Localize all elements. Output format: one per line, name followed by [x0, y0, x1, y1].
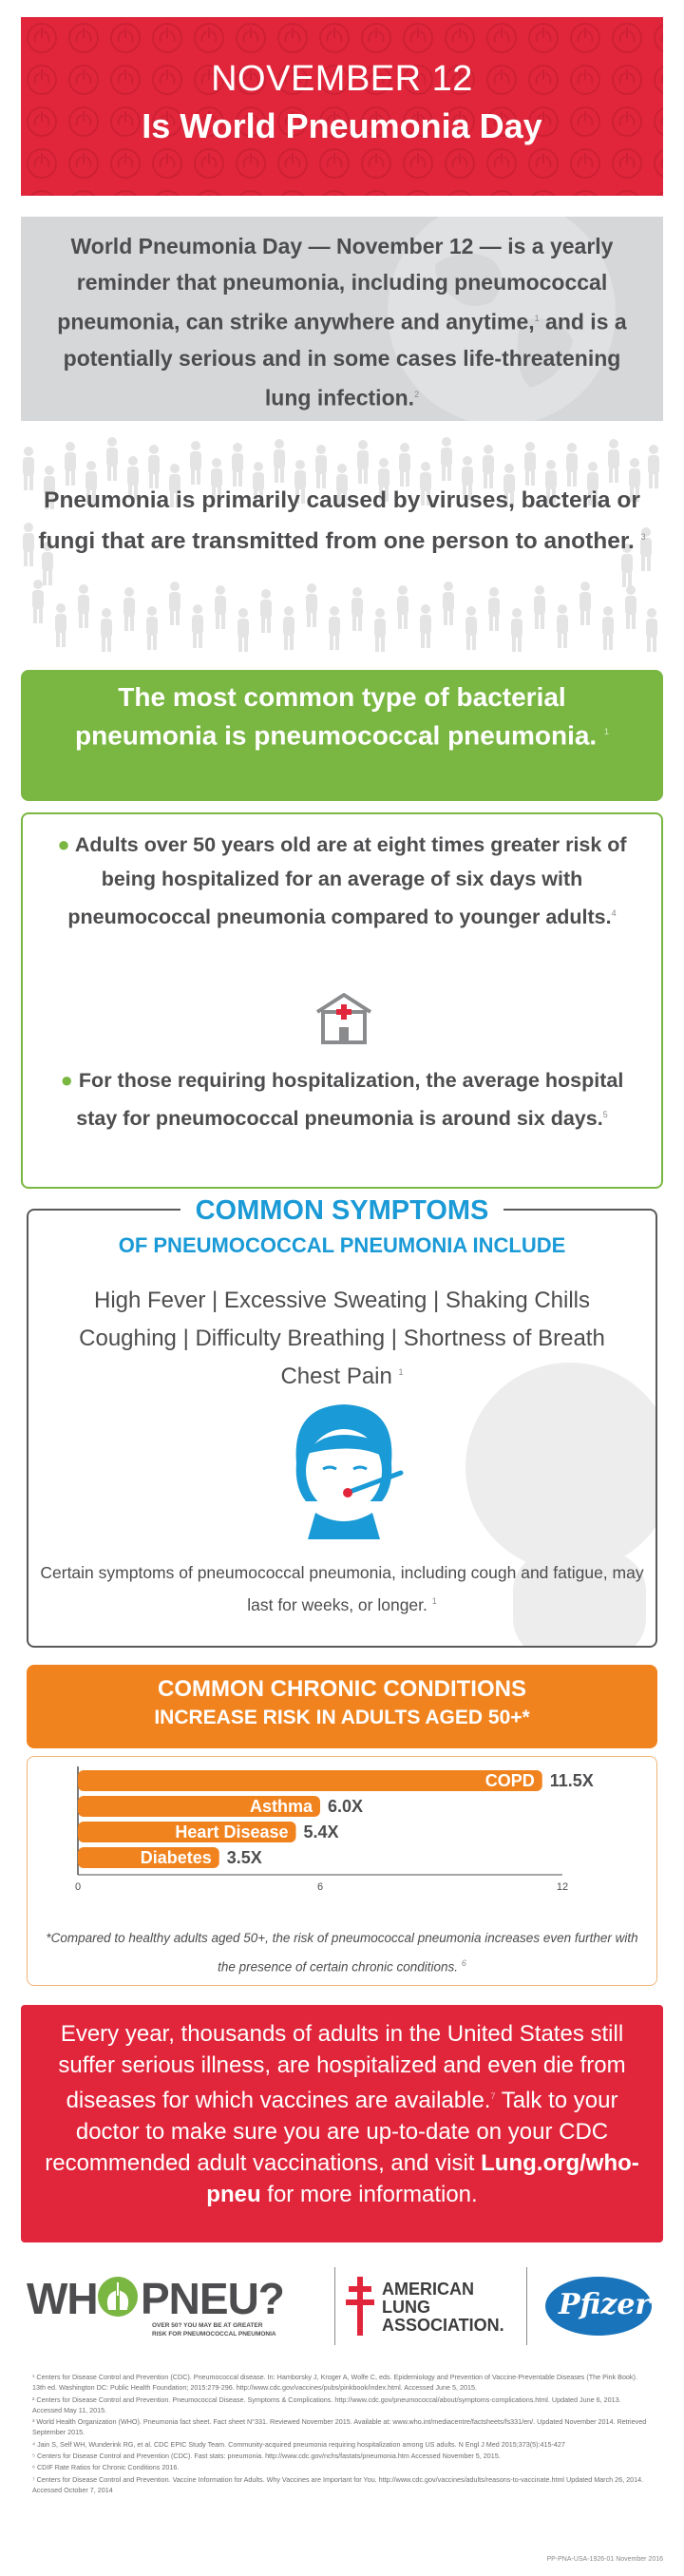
cause-text: Pneumonia is primarily caused by viruses, bacteria or fungi that are transmitted from one person to another. $^3$	[38, 487, 646, 555]
pfizer-logo: Pfizer	[545, 2277, 652, 2336]
symptoms-heading: COMMON SYMPTOMS	[180, 1195, 504, 1227]
header-title: Is World Pneumonia Day	[142, 106, 542, 145]
whopneu-logo: WH PNEU? OVER 50? YOU MAY BE AT GREATER RISK FOR PNEUMOCOCCAL PNEUMONIA	[27, 2274, 284, 2337]
bar-value-label: 5.4X	[303, 1822, 339, 1841]
who-pneu-link[interactable]: Lung.org/who-pneu	[206, 2150, 639, 2207]
bar-value-label: 6.0X	[328, 1797, 364, 1816]
reference-item: ⁷ Centers for Disease Control and Prevention. Vaccine Information for Adults. Why Vaccines are Important for You. http://www.cdc.gov/vaccines/adults/reasons-to-vaccinate.html Updated March 26, 2014. Accessed October 7, 2014	[32, 2474, 644, 2494]
chronic-conditions-bar-chart	[57, 1763, 627, 1905]
bar-value-label: 3.5X	[226, 1848, 262, 1867]
call-to-action-panel	[21, 2005, 663, 2242]
fact-adults-over-50: ● Adults over 50 years old are at eight times greater risk of being hospitalized for an average of six days with pneumococcal pneumonia compared to younger adults.$^4$	[57, 832, 627, 929]
facts-panel	[21, 812, 663, 1189]
symptoms-subheading: OF PNEUMOCOCCAL PNEUMONIA INCLUDE	[118, 1233, 566, 1257]
bar-category-label: Asthma	[249, 1797, 313, 1816]
x-tick-label: 0	[74, 1881, 82, 1893]
intro-panel	[21, 217, 663, 421]
chronic-note: *Compared to healthy adults aged 50+, the risk of pneumococcal pneumonia increases even further with the presence of certain chronic conditions. $^6$	[46, 1931, 638, 1975]
reference-item: ⁴ Jain S, Self WH, Wunderink RG, et al. CDC EPIC Study Team. Community-acquired pneumonia requiring hospitalization among US adults. N Engl J Med 2015;373(5):415-427	[32, 2439, 565, 2449]
reference-item: ³ World Health Organization (WHO). Pneumonia fact sheet. Fact sheet N°331. Reviewed November 2015. Available at: www.who.int/mediacentre/factsheets/fs331/en/. Updated November 2014. Retrieved September 2015.	[32, 2417, 647, 2437]
common-type-banner	[21, 670, 663, 801]
reference-item: ¹ Centers for Disease Control and Prevention (CDC). Pneumococcal disease. In: Hamborsky J, Kroger A, Wolfe C, eds. Epidemiology and Prevention of Vaccine-Preventable Diseases (The Pink Book). 13th ed. Washington DC: Public Health Foundation; 2015:279-296. http://www.cdc.gov/vaccines/pubs/pinkbook/index.html. Accessed June 5, 2015.	[32, 2373, 637, 2393]
reference-item: ⁵ Centers for Disease Control and Prevention (CDC). Fast stats: pneumonia. http://www.cdc.gov/nchs/fastats/pneumonia.htm Accessed November 5, 2015.	[32, 2452, 501, 2461]
crowd-panel	[21, 437, 663, 660]
reference-item: ⁶ CDIF Rate Ratios for Chronic Conditions 2016.	[32, 2463, 180, 2472]
header-banner	[21, 17, 663, 196]
reference-item: ² Centers for Disease Control and Prevention. Pneumococcal Disease. Symptoms & Complications. http://www.cdc.gov/pneumococcal/about/symptoms-complications.html. Updated June 6, 2013. Accessed May 11, 2015.	[32, 2395, 621, 2414]
bar-category-label: COPD	[484, 1771, 535, 1790]
ala-logo-text: AMERICAN LUNG ASSOCIATION.	[382, 2280, 504, 2335]
chronic-subheading: INCREASE RISK IN ADULTS AGED 50+*	[154, 1707, 530, 1728]
chronic-heading: COMMON CHRONIC CONDITIONS	[158, 1676, 526, 1702]
intro-text: World Pneumonia Day — November 12 — is a yearly reminder that pneumonia, including pneumococcal pneumonia, can strike anywhere and anytime,$^1$ and is a potentially serious and in some cases life-threatening lung infection.$^2$	[57, 234, 627, 410]
bar-value-label: 11.5X	[549, 1771, 594, 1790]
symptoms-line-1: High Fever | Excessive Sweating | Shaking Chills	[93, 1288, 591, 1313]
chronic-heading-banner	[27, 1665, 657, 1748]
cta-text: Every year, thousands of adults in the United States still suffer serious illness, are hospitalized and even die from diseases for which vaccines are available.$^7$ Talk to your doctor to make sure you are up-to-date on your CDC recommended adult vaccinations, and visit Lung.org/who-pneu for more information.	[45, 2021, 639, 2207]
lung-logo-icon	[97, 2275, 139, 2318]
symptoms-note: Certain symptoms of pneumococcal pneumonia, including cough and fatigue, may last for weeks, or longer. $^1$	[40, 1563, 644, 1614]
common-type-text: The most common type of bacterial pneumonia is pneumococcal pneumonia. $^1$	[75, 682, 609, 751]
logo-divider	[334, 2267, 335, 2345]
references	[32, 2372, 650, 2496]
header-date: NOVEMBER 12	[211, 59, 473, 99]
bar-category-label: Diabetes	[140, 1848, 212, 1867]
symptoms-line-3: Chest Pain $^1$	[280, 1364, 404, 1389]
symptoms-line-2: Coughing | Difficulty Breathing | Shortness of Breath	[79, 1326, 605, 1351]
footer-code: PP-PNA-USA-1926-01 November 2016	[546, 2556, 663, 2563]
bar-copd	[78, 1770, 542, 1791]
x-tick-label: 6	[316, 1881, 324, 1893]
x-tick-label: 12	[556, 1881, 569, 1893]
sick-woman-thermometer-icon	[277, 1397, 410, 1539]
fact-hospital-stay: ● For those requiring hospitalization, the average hospital stay for pneumococcal pneumonia is around six days.$^5$	[60, 1068, 624, 1131]
lorraine-cross-icon	[346, 2277, 374, 2336]
hospital-icon	[314, 991, 374, 1046]
logos-bar	[21, 2260, 663, 2357]
logo-divider-2	[526, 2267, 527, 2345]
bar-category-label: Heart Disease	[175, 1822, 289, 1841]
